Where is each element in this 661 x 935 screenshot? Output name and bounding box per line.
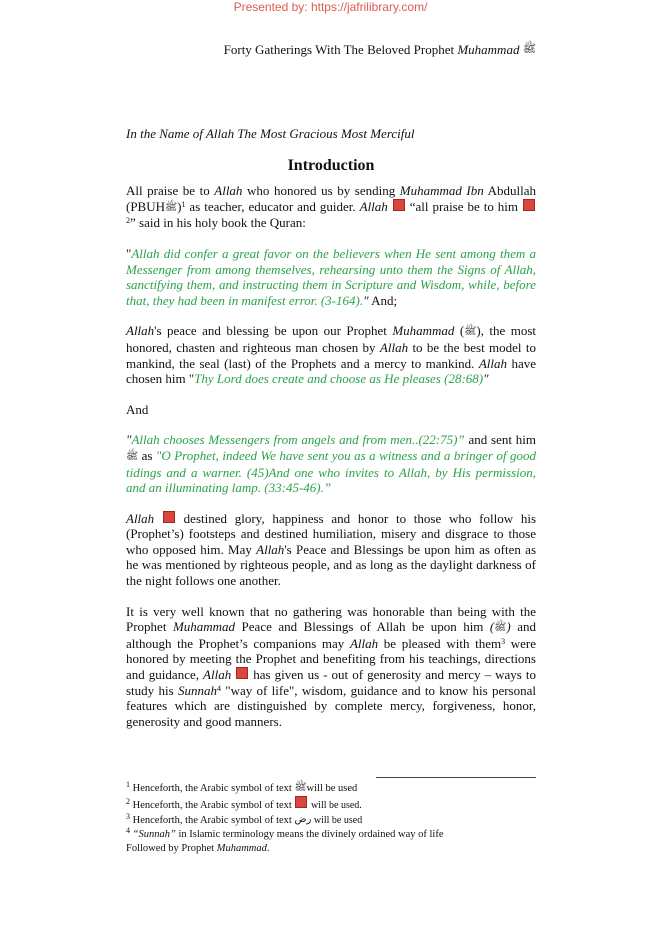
pbuh-symbol-icon: ﷺ	[464, 326, 477, 338]
text: ), the most honored, chasten and righteous man chosen by	[126, 323, 536, 355]
pbuh-symbol-icon: ﷺ	[294, 782, 307, 793]
pbuh-symbol-icon: ﷺ	[522, 43, 536, 55]
text: It is very well known that no gathering was honorable than being with the Prophet	[126, 603, 536, 635]
text: who honored us by sending	[242, 183, 400, 199]
text: (	[489, 619, 495, 635]
footnote-ref-2[interactable]: 2	[126, 216, 130, 226]
radiallah-symbol-icon: رض	[294, 814, 312, 825]
footnote-number: 2	[126, 797, 130, 806]
text: 's peace and blessing be upon our Prophet	[154, 323, 393, 339]
text: be pleased with them	[378, 635, 502, 651]
watermark[interactable]: Presented by: https://jafrilibrary.com/	[233, 0, 428, 14]
text: Abdullah (PBUH	[126, 183, 536, 214]
pbuh-symbol-icon: ﷺ	[494, 622, 507, 634]
quran-quote: "O Prophet, indeed We have sent you as a witness and a bringer of good tidings and a warner. (45)And one who invites to Allah, by His permission, and an illuminating lamp. (33:45-46).”	[126, 447, 536, 496]
text: ” said in his holy book the Quran:	[130, 215, 306, 231]
text: Peace and Blessings of Allah be upon him	[235, 619, 490, 635]
footnote-text: will be used	[311, 815, 363, 826]
allah-word: Allah	[349, 635, 379, 651]
text: "way of life", wisdom, guidance and to know his personal features which are distinguished by complete mercy, forgiveness, honor, generosity and good manners.	[126, 682, 536, 729]
allah-word: Allah	[203, 667, 232, 683]
pbuh-symbol-icon: ﷺ	[126, 450, 139, 462]
quran-quote: Allah chooses Messengers from angels and from men..(22:75)”	[131, 432, 465, 448]
quote-mark: "	[126, 432, 132, 448]
paragraph-7	[126, 604, 536, 730]
swt-symbol-icon	[523, 199, 535, 211]
text: and although the Prophet’s companions may	[126, 619, 536, 651]
footnote-ref-1[interactable]: 1	[181, 199, 186, 209]
muhammad-word: Muhammad Ibn	[399, 183, 484, 199]
text: “all praise be to him	[405, 198, 522, 214]
text: )	[506, 619, 511, 635]
sunnah-word: “Sunnah”	[132, 829, 176, 840]
footnote-text: Henceforth, the Arabic symbol of text	[130, 800, 295, 811]
paragraph-3	[126, 323, 536, 386]
allah-word: Allah	[359, 198, 388, 214]
text: 's Peace and Blessings be upon him as often as he was mentioned by righteous people, and as long as the daylight darkness of the night follows one another.	[126, 541, 536, 589]
text: as teacher, educator and guider.	[185, 198, 360, 214]
footnote-ref-3[interactable]: 3	[501, 636, 506, 646]
text: as	[138, 447, 156, 463]
footnote-text: will be used.	[308, 800, 362, 811]
quran-quote: Thy Lord does create and choose as He pleases (28:68)	[194, 371, 484, 387]
allah-word: Allah	[126, 510, 155, 526]
allah-word: Allah	[126, 323, 155, 339]
quran-quote: Allah did confer a great favor on the believers when He sent among them a Messenger from among themselves, rehearsing unto them the Signs of Allah, sanctifying them, and instructing them in Scripture and Wisdom, while, before that, they had been in manifest error. (3-164).	[126, 245, 536, 308]
muhammad-word: Muhammad	[392, 323, 455, 339]
paragraph-4: And	[126, 401, 149, 417]
page-title: Introduction	[287, 156, 375, 174]
text: were honored by meeting the Prophet and benefiting from his teachings, directions and guidance,	[126, 635, 537, 683]
text: has given us - out of generosity and mercy – ways to study his	[126, 667, 536, 698]
text: to be the best model to mankind, the seal (last) of the Prophets and a mercy to mankind.	[126, 339, 537, 371]
bismillah: In the Name of Allah The Most Gracious Most Merciful	[126, 126, 415, 141]
footnote-number: 1	[126, 780, 130, 789]
header-name: Muhammad	[457, 42, 520, 57]
muhammad-word: Muhammad	[216, 843, 267, 854]
footnote-divider	[376, 777, 536, 778]
quote-mark: "	[363, 292, 369, 308]
text: )	[177, 198, 182, 214]
text: (	[454, 323, 465, 339]
pbuh-symbol-icon: ﷺ	[165, 201, 178, 213]
text: All praise be to	[126, 183, 215, 199]
footnote-1	[126, 781, 536, 796]
text: destined glory, happiness and honor to those who follow his (Prophet’s) footsteps and destined humiliation, misery and disgrace to those who opposed him. May	[126, 510, 536, 557]
swt-symbol-icon	[393, 199, 405, 211]
footnote-3	[126, 813, 536, 828]
paragraph-2	[126, 246, 536, 308]
quote-mark: "	[126, 245, 132, 261]
text: And;	[368, 292, 398, 308]
text: and sent him	[464, 432, 536, 448]
page-content	[126, 126, 536, 744]
text: have chosen him "	[126, 355, 536, 387]
allah-word: Allah	[256, 541, 285, 557]
muhammad-word: Muhammad	[172, 619, 236, 635]
footnote-text: Followed by Prophet	[126, 843, 217, 854]
footnote-number: 3	[126, 812, 130, 821]
allah-word: Allah	[214, 183, 243, 199]
paragraph-1	[126, 183, 536, 231]
paragraph-5	[126, 432, 536, 495]
footnote-4	[126, 828, 536, 842]
sunnah-word: Sunnah	[177, 682, 217, 698]
running-header	[224, 42, 536, 58]
footnote-text: in Islamic terminology means the divinely ordained way of life	[175, 829, 444, 840]
footnote-number: 4	[126, 826, 130, 835]
footnote-2	[126, 796, 536, 813]
footnote-4-cont	[126, 842, 536, 856]
swt-symbol-icon	[295, 796, 307, 808]
footnote-text: .	[266, 843, 270, 854]
footnote-ref-4[interactable]: 4	[216, 683, 221, 693]
quote-mark: "	[483, 371, 489, 387]
footnotes	[126, 781, 536, 856]
paragraph-6	[126, 511, 536, 589]
swt-symbol-icon	[236, 667, 248, 679]
allah-word: Allah	[379, 339, 409, 355]
allah-word: Allah	[478, 355, 508, 371]
swt-symbol-icon	[163, 511, 175, 523]
footnote-text: Henceforth, the Arabic symbol of text	[130, 783, 295, 794]
footnote-text: Henceforth, the Arabic symbol of text	[130, 815, 295, 826]
footnote-text: will be used	[306, 783, 358, 794]
header-text: Forty Gatherings With The Beloved Prophet	[223, 42, 458, 57]
